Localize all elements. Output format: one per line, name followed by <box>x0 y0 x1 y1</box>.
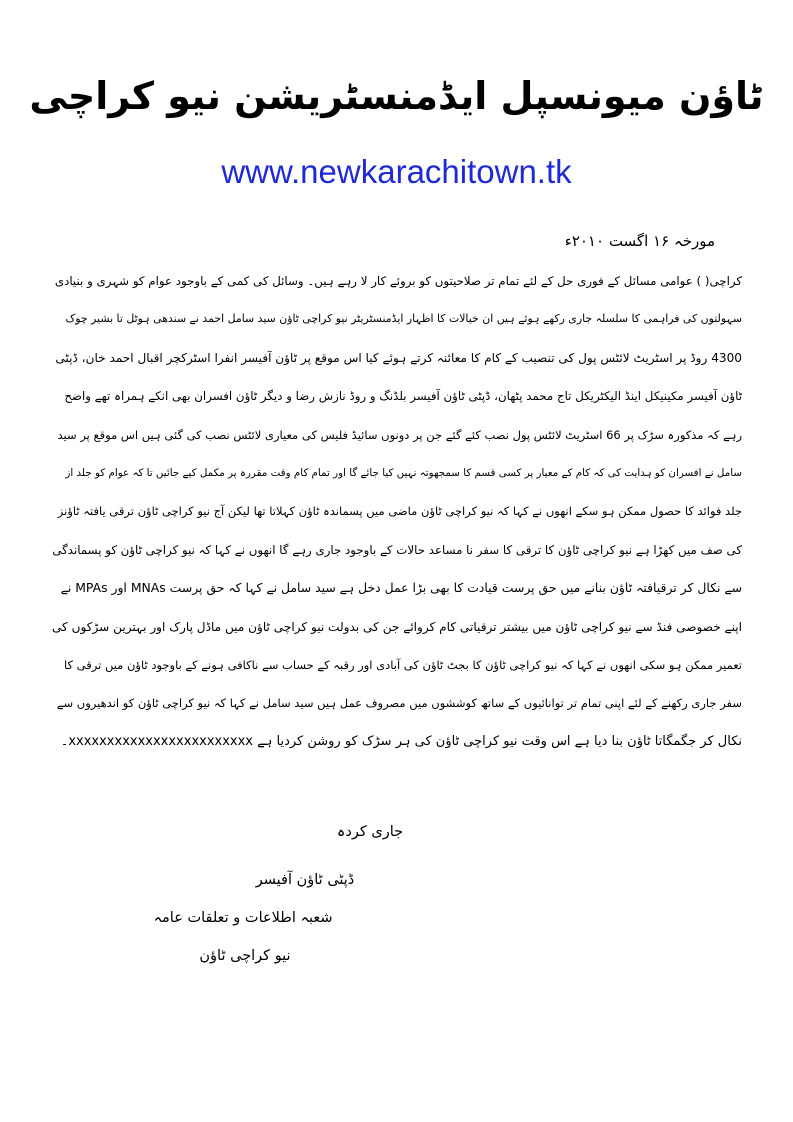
issued-by-label: جاری کردہ <box>336 824 404 840</box>
signatory-title: ڈپٹی ٹاؤن آفیسر <box>255 872 355 888</box>
signatory-town: نیو کراچی ٹاؤن <box>199 948 291 964</box>
signatory-department: شعبہ اطلاعات و تعلقات عامہ <box>153 910 333 926</box>
body-line: سے نکال کر ترقیافتہ ٹاؤن بنانے میں حق پرست قیادت کا بھی بڑا عمل دخل ہے سید سامل نے کہا کہ حق پرست MNAs اور MPAs نے <box>60 580 742 596</box>
body-line: ٹاؤن آفیسر مکینیکل اینڈ الیکٹریکل تاج محمد پٹھان، ڈپٹی ٹاؤن آفیسر بلڈنگ و روڈ نازش رضا و دیگر ٹاؤن افسران بھی انکے ہمراہ تھے واضح <box>64 389 742 404</box>
release-date: مورخہ ۱۶ اگست ۲۰۱۰ء <box>564 232 715 250</box>
website-url: www.newkarachitown.tk <box>221 153 572 190</box>
body-line: جلد فوائد کا حصول ممکن ہو سکے انھوں نے کہا کہ نیو کراچی ٹاؤن ماضی میں پسماندہ ٹاؤن کہلاتا تھا لیکن آج نیو کراچی ٹاؤن ترقی یافتہ ٹاؤنز <box>57 504 742 519</box>
body-line: نکال کر جگمگاتا ٹاؤن بنا دیا ہے اس وقت نیو کراچی ٹاؤن کی ہر سڑک کو روشن کردیا ہے xxxxxxxxxxxxxxxxxxxxxxxx۔ <box>60 733 742 749</box>
body-line: سامل نے افسران کو ہدایت کی کہ کام کے معیار پر کسی قسم کا سمجھوتہ نہیں کیا جائے گا اور تمام کام وقت مقررہ پر مکمل کیے جائیں تا کہ عوام کو جلد از <box>65 466 742 479</box>
body-line: رہے کہ مذکورہ سڑک پر 66 اسٹریٹ لائٹس پول نصب کئے گئے جن پر دونوں سائیڈ فلیس کی معیاری لائٹس نصب کی گئی ہیں اس موقع پر سید <box>57 427 742 442</box>
body-line: سہولتوں کی فراہمی کا سلسلہ جاری رکھے ہوئے ہیں ان خیالات کا اظہار ایڈمنسٹریٹر نیو کراچی ٹاؤن سید سامل احمد نے سندھی ہوٹل تا بشیر چوک <box>65 312 742 326</box>
body-line: تعمیر ممکن ہو سکی انھوں نے کہا کہ نیو کراچی ٹاؤن کا بجٹ ٹاؤن کی آبادی اور رقبہ کے حساب سے ناکافی ہونے کے باوجود ٹاؤن میں ترقی کا <box>64 657 742 672</box>
press-release-body <box>52 262 742 761</box>
body-line: کی صف میں کھڑا ہے نیو کراچی ٹاؤن کا ترقی کا سفر نا مساعد حالات کے باوجود جاری رہے گا انھوں نے کہا کہ نیو کراچی ٹاؤن کو پسماندگی <box>52 542 742 557</box>
body-line: 4300 روڈ پر اسٹریٹ لائٹس پول کی تنصیب کے کام کا معائنہ کرتے ہوئے کیا اس موقع پر ٹاؤن آفیسر انفرا اسٹرکچر اقبال احمد خان، ڈپٹی <box>55 350 742 365</box>
body-line: اپنے خصوصی فنڈ سے نیو کراچی ٹاؤن میں بیشتر ترقیاتی کام کروائے جن کی بدولت نیو کراچی ٹاؤن میں ماڈل پارک اور بہترین سڑکوں کی <box>52 619 742 634</box>
body-line: کراچی( ) عوامی مسائل کے فوری حل کے لئے تمام تر صلاحیتوں کو بروئے کار لا رہے ہیں۔ وسائل کی کمی کے باوجود عوام کو شہری و بنیادی <box>54 274 742 288</box>
page-title: ٹاؤن میونسپل ایڈمنسٹریشن نیو کراچی <box>29 74 764 118</box>
body-line: سفر جاری رکھنے کے لئے اپنی تمام تر توانائیوں کے ساتھ کوششوں میں مصروف عمل ہیں سید سامل نے کہا کہ نیو کراچی ٹاؤن کو اندھیروں سے <box>56 696 742 711</box>
